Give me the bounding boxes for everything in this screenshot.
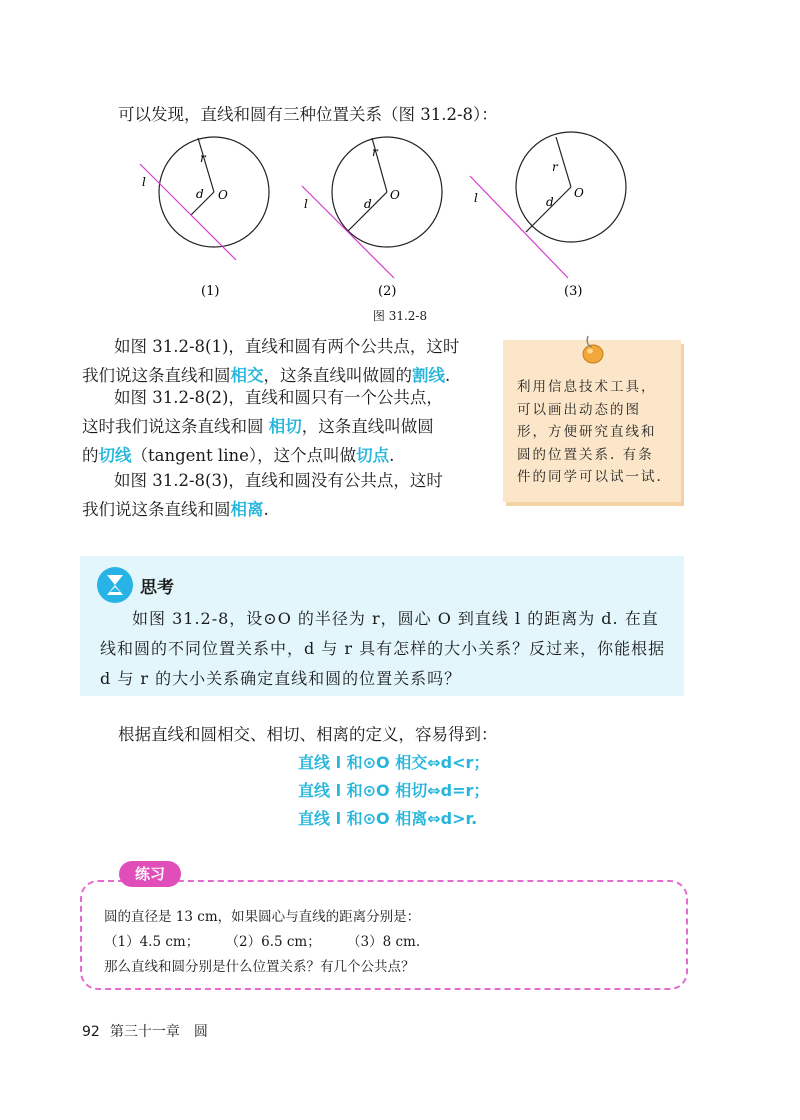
keyword-intersect: 相交 <box>230 366 264 385</box>
note-text: 利用信息技术工具，可以画出动态的图形，方便研究直线和圆的位置关系. 有条件的同学可以试一试. <box>517 379 663 485</box>
line-l-3 <box>470 176 568 278</box>
p2-line3: 的切线（tangent line），这个点叫做切点. <box>82 446 395 465</box>
sub-label-3: (3) <box>564 284 583 299</box>
line-l-1 <box>140 164 236 260</box>
sub-label-1: (1) <box>201 284 220 299</box>
rule-intersect: 直线 l 和⊙O 相交⇔d<r； <box>298 753 490 772</box>
label-o-3: O <box>574 186 584 200</box>
keyword-separate: 相离 <box>230 500 264 519</box>
p1-line2: 我们说这条直线和圆相交，这条直线叫做圆的割线. <box>82 366 451 385</box>
keyword-tangent-point: 切点 <box>356 446 390 465</box>
diagram-tangent <box>302 137 442 278</box>
p3-line2: 我们说这条直线和圆相离. <box>82 500 269 519</box>
paragraph-tangent <box>82 383 502 470</box>
intro-text: 可以发现，直线和圆有三种位置关系（图 31.2-8）： <box>118 105 498 124</box>
label-d-1: d <box>196 187 204 201</box>
keyword-secant: 割线 <box>412 366 445 385</box>
chapter-title: 第三十一章 圆 <box>109 1024 208 1040</box>
radius-3 <box>556 137 571 187</box>
rule-tangent: 直线 l 和⊙O 相切⇔d=r； <box>298 781 490 800</box>
distance-3 <box>526 187 571 232</box>
figure-31-2-8 <box>128 128 668 328</box>
p2-line1: 如图 31.2-8(2)，直线和圆只有一个公共点， <box>114 388 443 407</box>
diagram-separate <box>470 132 626 278</box>
practice-item-1: （1）4.5 cm； <box>104 934 200 950</box>
think-body: 如图 31.2-8，设⊙O 的半径为 r，圆心 O 到直线 l 的距离为 d. 在直线和圆的不同位置关系中，d 与 r 具有怎样的大小关系？反过来，你能根据 d 与 r 的大小关系确定直线和圆的位置关系吗？ <box>100 609 666 688</box>
keyword-tangent-line: 切线 <box>98 446 132 465</box>
think-title: 思考 <box>140 578 174 598</box>
label-l-1: l <box>142 175 146 189</box>
practice-tag: 练习 <box>119 861 181 887</box>
p1-line1: 如图 31.2-8(1)，直线和圆有两个公共点，这时 <box>114 337 460 356</box>
sub-label-2: (2) <box>378 284 397 299</box>
label-d-3: d <box>546 195 554 209</box>
label-r-3: r <box>552 160 558 174</box>
label-r-1: r <box>200 151 206 165</box>
practice-item-3: （3）8 cm. <box>347 934 421 950</box>
figure-caption: 图 31.2-8 <box>372 309 428 323</box>
page-footer <box>82 1021 208 1041</box>
paragraph-separate <box>82 466 502 524</box>
p3-line1: 如图 31.2-8(3)，直线和圆没有公共点，这时 <box>114 471 443 490</box>
practice-line1: 圆的直径是 13 cm，如果圆心与直线的距离分别是： <box>104 909 421 925</box>
radius-1 <box>198 138 214 192</box>
keyword-tangent: 相切 <box>268 417 302 436</box>
p2-line2: 这时我们说这条直线和圆 相切，这条直线叫做圆 <box>82 417 434 436</box>
practice-items <box>104 932 420 952</box>
diagram-secant <box>140 137 269 260</box>
pushpin-icon <box>580 332 606 366</box>
label-o-2: O <box>390 188 400 202</box>
line-l-2 <box>302 186 394 278</box>
practice-item-2: （2）6.5 cm； <box>225 934 321 950</box>
label-d-2: d <box>364 197 372 211</box>
page-number: 92 <box>82 1024 100 1040</box>
label-o-1: O <box>218 188 228 202</box>
label-l-3: l <box>474 191 478 205</box>
label-r-2: r <box>372 145 378 159</box>
hourglass-icon <box>96 566 134 604</box>
paragraph-secant <box>82 332 502 390</box>
rule-separate: 直线 l 和⊙O 相离⇔d>r. <box>298 809 478 828</box>
label-l-2: l <box>304 197 308 211</box>
derive-intro: 根据直线和圆相交、相切、相离的定义，容易得到： <box>118 725 498 744</box>
practice-line3: 那么直线和圆分别是什么位置关系？有几个公共点？ <box>104 959 415 975</box>
